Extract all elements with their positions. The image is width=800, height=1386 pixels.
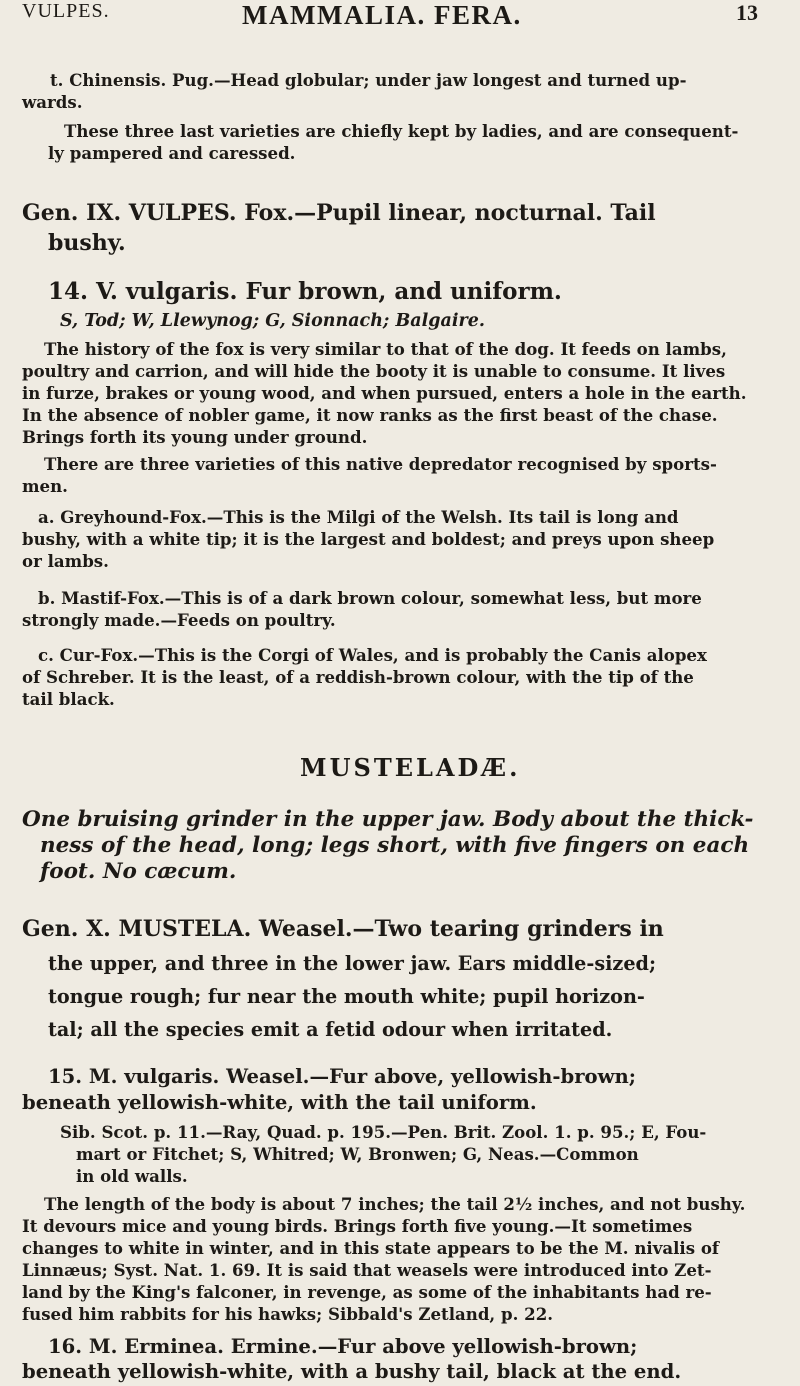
greyhound-fox-line-2: bushy, with a white tip; it is the largest and boldest; and preys upon sheep bbox=[22, 529, 715, 549]
species-15-heading: 15. M. vulgaris. Weasel.—Fur above, yellowish-brown; bbox=[48, 1065, 636, 1088]
species-16-line-2: beneath yellowish-white, with a bushy tail, black at the end. bbox=[22, 1360, 682, 1383]
mastif-fox-line-2: strongly made.—Feeds on poultry. bbox=[22, 610, 336, 630]
family-description-line-3: foot. No cæcum. bbox=[40, 859, 237, 884]
genus-x-line-3: tongue rough; fur near the mouth white; pupil horizon- bbox=[48, 985, 645, 1008]
synonymy-line-3: in old walls. bbox=[76, 1166, 188, 1186]
species-16-heading: 16. M. Erminea. Ermine.—Fur above yellowish-brown; bbox=[48, 1335, 638, 1358]
chinensis-line-1: t. Chinensis. Pug.—Head globular; under jaw longest and turned up- bbox=[50, 70, 687, 90]
varieties-fox-line-2: men. bbox=[22, 476, 68, 496]
running-header bbox=[0, 0, 800, 34]
varieties-fox-line-1: There are three varieties of this native depredator recognised by sports- bbox=[44, 454, 717, 474]
species-14-names: S, Tod; W, Llewynog; G, Sionnach; Balgaire. bbox=[60, 311, 485, 331]
chinensis-line-2: wards. bbox=[22, 92, 83, 112]
cur-fox-line-1: c. Cur-Fox.—This is the Corgi of Wales, and is probably the Canis alopex bbox=[38, 645, 707, 665]
cur-fox-line-2: of Schreber. It is the least, of a reddish-brown colour, with the tip of the bbox=[22, 667, 694, 687]
fox-line-4: In the absence of nobler game, it now ranks as the first beast of the chase. bbox=[22, 405, 718, 425]
fox-line-2: poultry and carrion, and will hide the booty it is unable to consume. It lives bbox=[22, 361, 726, 381]
page-number: 13 bbox=[736, 0, 758, 25]
species-14-heading: 14. V. vulgaris. Fur brown, and uniform. bbox=[48, 278, 562, 305]
weasel-line-3: changes to white in winter, and in this state appears to be the M. nivalis of bbox=[22, 1238, 720, 1258]
fox-line-1: The history of the fox is very similar to that of the dog. It feeds on lambs, bbox=[44, 339, 727, 359]
header-center: MAMMALIA. FERA. bbox=[242, 0, 522, 30]
varieties-line-1: These three last varieties are chiefly kept by ladies, and are consequent- bbox=[64, 121, 739, 141]
weasel-line-1: The length of the body is about 7 inches; the tail 2½ inches, and not bushy. bbox=[44, 1194, 746, 1214]
weasel-line-6: fused him rabbits for his hawks; Sibbald's Zetland, p. 22. bbox=[22, 1304, 554, 1324]
cur-fox-line-3: tail black. bbox=[22, 689, 115, 709]
genus-x-heading: Gen. X. MUSTELA. Weasel.—Two tearing grinders in bbox=[22, 916, 664, 942]
synonymy-line-1: Sib. Scot. p. 11.—Ray, Quad. p. 195.—Pen. Brit. Zool. 1. p. 95.; E, Fou- bbox=[60, 1122, 707, 1142]
weasel-line-5: land by the King's falconer, in revenge, as some of the inhabitants had re- bbox=[22, 1282, 712, 1302]
synonymy-line-2: mart or Fitchet; S, Whitred; W, Bronwen; G, Neas.—Common bbox=[76, 1144, 639, 1164]
genus-x-line-4: tal; all the species emit a fetid odour when irritated. bbox=[48, 1018, 613, 1041]
weasel-line-4: Linnæus; Syst. Nat. 1. 69. It is said that weasels were introduced into Zet- bbox=[22, 1260, 712, 1280]
genus-ix-heading: Gen. IX. VULPES. Fox.—Pupil linear, nocturnal. Tail bbox=[22, 200, 656, 226]
varieties-line-2: ly pampered and caressed. bbox=[48, 143, 296, 163]
family-description-line-2: ness of the head, long; legs short, with five fingers on each bbox=[40, 833, 750, 858]
header-left: VULPES. bbox=[22, 0, 110, 22]
genus-ix-heading-cont: bushy. bbox=[48, 230, 126, 256]
weasel-line-2: It devours mice and young birds. Brings forth five young.—It sometimes bbox=[22, 1216, 693, 1236]
family-description-line-1: One bruising grinder in the upper jaw. Body about the thick- bbox=[22, 807, 754, 832]
species-15-line-2: beneath yellowish-white, with the tail uniform. bbox=[22, 1091, 537, 1114]
fox-line-3: in furze, brakes or young wood, and when pursued, enters a hole in the earth. bbox=[22, 383, 747, 403]
family-heading: MUSTELADÆ. bbox=[300, 753, 521, 782]
fox-line-5: Brings forth its young under ground. bbox=[22, 427, 368, 447]
genus-x-line-2: the upper, and three in the lower jaw. Ears middle-sized; bbox=[48, 952, 657, 975]
greyhound-fox-line-3: or lambs. bbox=[22, 551, 109, 571]
mastif-fox-line-1: b. Mastif-Fox.—This is of a dark brown colour, somewhat less, but more bbox=[38, 588, 702, 608]
greyhound-fox-line-1: a. Greyhound-Fox.—This is the Milgi of the Welsh. Its tail is long and bbox=[38, 507, 679, 527]
